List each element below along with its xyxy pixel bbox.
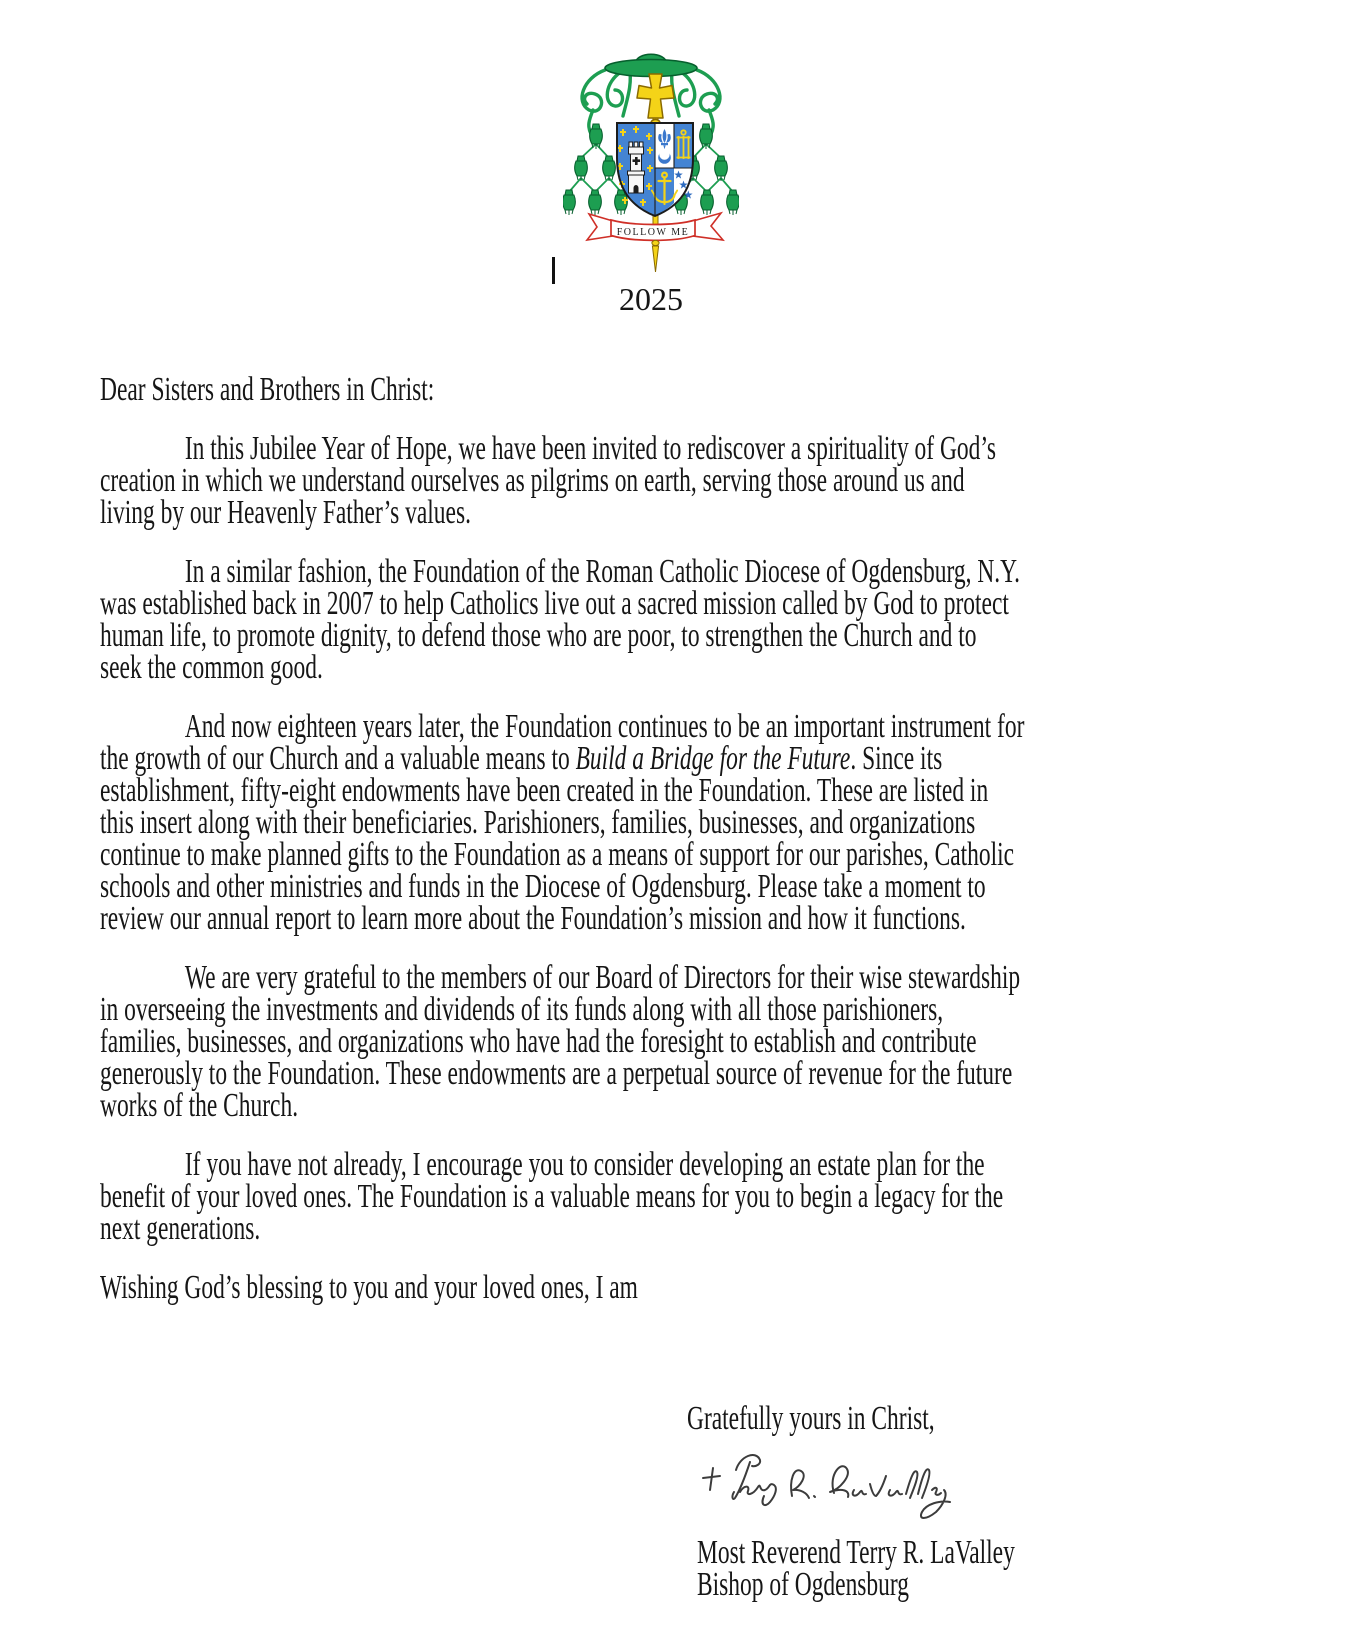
text-run: creation in which we understand ourselves as pilgrims on earth, serving those around us and	[100, 462, 965, 499]
letter-line	[100, 959, 1163, 996]
closing-name: Most Reverend Terry R. LaValley	[697, 1534, 1015, 1571]
coat-of-arms-icon	[563, 44, 739, 274]
text-run: the growth of our Church and a valuable means to	[100, 740, 576, 777]
text-run: review our annual report to learn more about the Foundation’s mission and how it functions.	[100, 900, 966, 937]
text-run: seek the common good.	[100, 649, 323, 686]
text-run: works of the Church.	[100, 1087, 299, 1124]
letter-line	[100, 430, 1163, 467]
italic-run: Build a Bridge for the Future	[575, 740, 851, 777]
paragraph-body	[100, 553, 1163, 686]
paragraph-body	[100, 430, 1163, 531]
staff-blade	[652, 240, 659, 272]
processional-cross-icon	[637, 74, 674, 127]
text-run: Dear Sisters and Brothers in Christ:	[100, 371, 435, 408]
paragraph-body	[100, 1146, 1163, 1247]
text-cursor-bar	[552, 257, 555, 284]
tower-charge	[628, 142, 645, 193]
paragraph-salutation	[100, 371, 1163, 408]
signature-script-icon	[698, 1442, 953, 1530]
letter-line	[100, 371, 1163, 408]
text-run: generously to the Foundation. These endowments are a perpetual source of revenue for the future	[100, 1055, 1013, 1092]
letter-line	[100, 900, 1163, 937]
paragraph-body	[100, 708, 1163, 937]
text-run: continue to make planned gifts to the Foundation as a means of support for our parishes, Catholic	[100, 836, 1015, 873]
letter-year: 2025	[619, 281, 683, 317]
letter-line	[100, 494, 1163, 531]
text-run: establishment, fifty-eight endowments have been created in the Foundation. These are listed in	[100, 772, 989, 809]
letter-line	[100, 836, 1163, 873]
letter-line	[100, 991, 1163, 1028]
letter-line	[100, 1087, 1163, 1124]
text-run: benefit of your loved ones. The Foundation is a valuable means for you to begin a legacy for the	[100, 1178, 1004, 1215]
letter-body	[100, 371, 1163, 1331]
paragraph-pre-closing	[100, 1269, 1163, 1306]
text-run: next generations.	[100, 1210, 261, 1247]
letter-line	[100, 1055, 1163, 1092]
text-run: And now eighteen years later, the Foundation continues to be an important instrument for	[184, 708, 1025, 745]
letter-line	[100, 553, 1163, 590]
text-run: was established back in 2007 to help Catholics live out a sacred mission called by God to protect	[100, 585, 1009, 622]
closing-title: Bishop of Ogdensburg	[697, 1566, 910, 1603]
letter-line	[100, 1023, 1163, 1060]
letter-line	[100, 462, 1163, 499]
letter-line	[100, 1210, 1163, 1247]
text-run: human life, to promote dignity, to defend those who are poor, to strengthen the Church and to	[100, 617, 977, 654]
letter-line	[100, 708, 1163, 745]
text-run: If you have not already, I encourage you to consider developing an estate plan for the	[184, 1146, 985, 1183]
galero-hat-icon	[605, 54, 697, 76]
letter-line	[100, 1178, 1163, 1215]
text-run: in overseeing the investments and dividends of its funds along with all those parishioners,	[100, 991, 944, 1028]
text-run: We are very grateful to the members of our Board of Directors for their wise stewardship	[184, 959, 1021, 996]
letter-line	[100, 740, 1163, 777]
paragraph-body	[100, 959, 1163, 1124]
letter-line	[100, 868, 1163, 905]
text-run: Wishing God’s blessing to you and your loved ones, I am	[100, 1269, 638, 1306]
text-run: In this Jubilee Year of Hope, we have been invited to rediscover a spirituality of God’s	[184, 430, 997, 467]
text-run: this insert along with their beneficiaries. Parishioners, families, businesses, and organizations	[100, 804, 976, 841]
letter-line	[100, 772, 1163, 809]
letter-line	[100, 649, 1163, 686]
letter-line	[100, 804, 1163, 841]
letter-line	[100, 1146, 1163, 1183]
letter-line	[100, 617, 1163, 654]
motto-text: FOLLOW ME	[616, 227, 690, 238]
text-run: In a similar fashion, the Foundation of the Roman Catholic Diocese of Ogdensburg, N.Y.	[184, 553, 1020, 590]
text-run: schools and other ministries and funds in the Diocese of Ogdensburg. Please take a moment to	[100, 868, 986, 905]
text-run: families, businesses, and organizations who have had the foresight to establish and contribute	[100, 1023, 977, 1060]
valediction: Gratefully yours in Christ,	[687, 1400, 935, 1437]
letter-line	[100, 585, 1163, 622]
text-run: . Since its	[850, 740, 943, 777]
text-run: living by our Heavenly Father’s values.	[100, 494, 471, 531]
letter-line	[100, 1269, 1163, 1306]
